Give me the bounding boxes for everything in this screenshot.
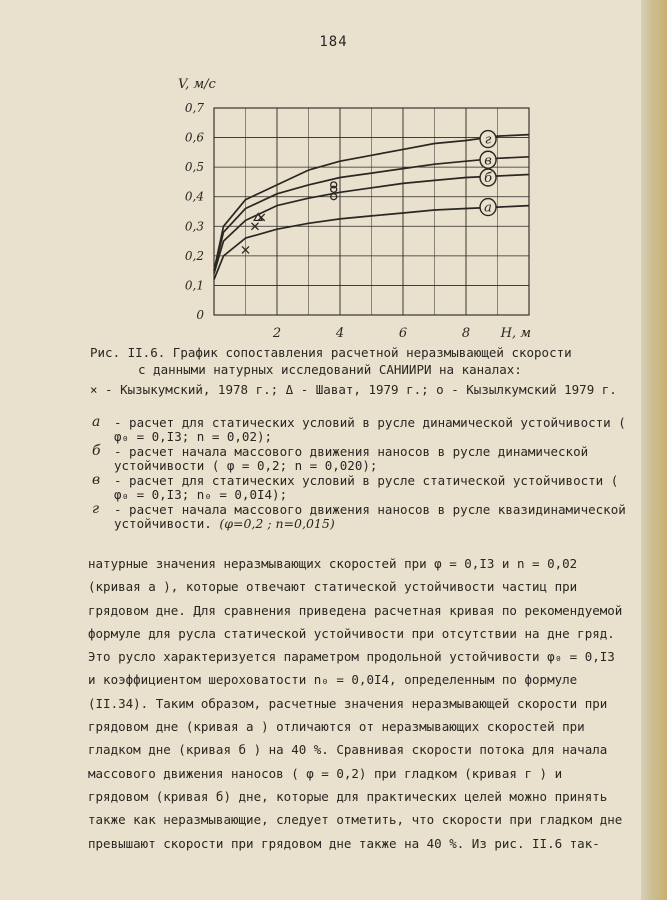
legend-letter: в	[92, 472, 101, 488]
y-tick-label: 0	[196, 308, 204, 322]
x-tick-label: 6	[398, 326, 408, 341]
legend-item-b	[92, 445, 632, 472]
body-text	[88, 552, 628, 855]
curve-label: в	[484, 153, 492, 169]
y-tick-label: 0,1	[184, 278, 204, 293]
y-tick-label: 0,3	[184, 219, 204, 234]
legend-item-a	[92, 416, 632, 443]
legend-letter: б	[92, 443, 101, 459]
curve-label: б	[484, 170, 493, 186]
y-axis-label: V, м/с	[178, 77, 216, 92]
x-tick-label: 2	[272, 326, 282, 341]
caption-prefix: Рис. II.6.	[90, 345, 166, 360]
x-tick-label: 4	[335, 326, 345, 341]
figure-caption	[90, 344, 630, 378]
x-tick-label: 8	[461, 326, 471, 341]
legend-item-g	[92, 503, 632, 530]
handwritten-note: (φ=0,2 ; n=0,015)	[219, 515, 335, 531]
legend-text: - расчет начала массового движения наносов в русле динамической устойчивости ( φ = 0,2; n = 0,020);	[114, 444, 589, 473]
y-tick-label: 0,4	[184, 189, 204, 204]
legend-text: - расчет для статических условий в русле статической устойчивости ( φ₀ = 0,I3; n₀ = 0,0I4);	[114, 473, 619, 502]
legend-letter: г	[92, 501, 100, 517]
body-paragraph: натурные значения неразмывающих скоростей при φ = 0,I3 и n = 0,02 (кривая а ), которые отвечают статической устойчивости частиц при грядовом дне. Для сравнения приведена расчетная кривая по рекомендуемой формуле для русла статической устойчивости при отсутствии на дне гряд. Это русло характеризуется параметром продольной устойчивости φ₀ = 0,I3 и коэффициентом шероховатости n₀ = 0,0I4, определенным по формуле (II.34). Таким образом, расчетные значения неразмывающей скорости при грядовом дне (кривая а ) отличаются от неразмывающих скоростей при гладком дне (кривая б ) на 40 %. Сравнивая скорости потока для начала массового движения наносов ( φ = 0,2) при гладком (кривая г ) и грядовом (кривая б) дне, которые для практических целей можно принять также как неразмывающие, следует отметить, что скорости при гладком дне превышают скорости при грядовом дне также на 40 %. Из рис. II.6 так-	[88, 556, 623, 851]
velocity-depth-chart	[172, 70, 552, 350]
curve-legend	[92, 416, 632, 532]
curve-label: г	[484, 132, 492, 148]
legend-item-v	[92, 474, 632, 501]
y-tick-label: 0,5	[184, 160, 204, 175]
observations-legend: × - Кызыкумский, 1978 г.; Δ - Шават, 1979 г.; о - Кызылкумский 1979 г.	[90, 382, 617, 397]
legend-letter: а	[92, 414, 101, 430]
y-tick-label: 0,6	[184, 130, 204, 145]
legend-text: - расчет начала массового движения наносов в русле квазидинамической устойчивости.	[114, 502, 626, 531]
y-tick-label: 0,7	[184, 101, 204, 115]
y-tick-label: 0,2	[184, 248, 204, 263]
legend-text: - расчет для статических условий в русле динамической устойчивости ( φ₀ = 0,I3; n = 0,02);	[114, 415, 626, 444]
caption-line-1: График сопоставления расчетной неразмывающей скорости	[172, 345, 572, 360]
observation-circle	[331, 182, 337, 188]
page-edge	[641, 0, 667, 900]
x-axis-label: H, м	[500, 326, 532, 341]
caption-line-2: с данными натурных исследований САНИИРИ на каналах:	[138, 362, 522, 377]
curve-label: а	[484, 200, 492, 216]
page-number: 184	[319, 34, 348, 50]
